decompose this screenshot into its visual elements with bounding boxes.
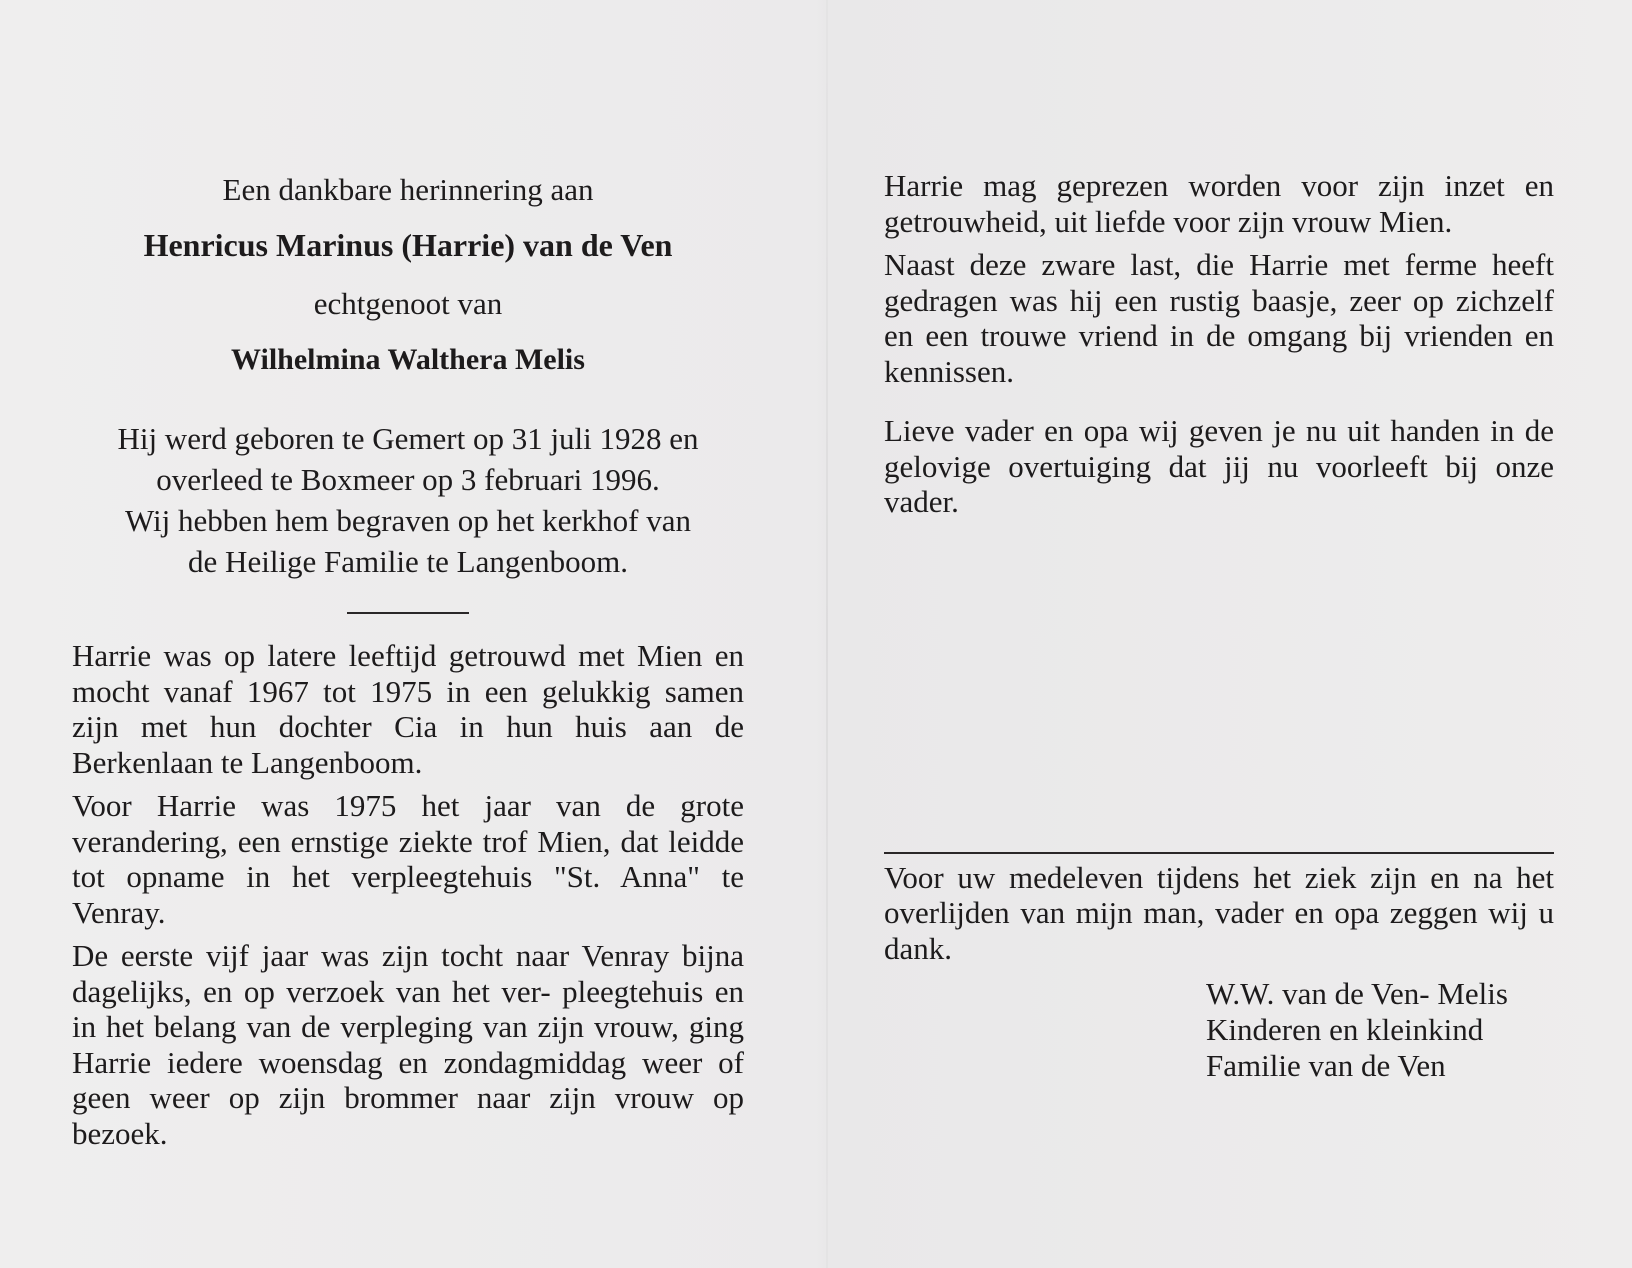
left-page [72, 160, 744, 1159]
death-line: overleed te Boxmeer op 3 februari 1996. [156, 462, 660, 497]
spouse-label: echtgenoot van [313, 286, 503, 321]
deceased-name: Henricus Marinus (Harrie) van de Ven [143, 227, 673, 263]
biography-paragraph-2: Voor Harrie was 1975 het jaar van de grote verandering, een ernstige ziekte trof Mien, dat leidde tot opname in het verpleegtehuis "St. Anna" te Venray. [72, 788, 744, 930]
signature-line-2: Kinderen en kleinkind [1206, 1012, 1484, 1047]
section-divider [347, 612, 469, 614]
thanks-paragraph: Voor uw medeleven tijdens het ziek zijn en na het overlijden van mijn man, vader en opa zeggen wij u dank. [884, 859, 1554, 966]
signature-line-3: Familie van de Ven [1206, 1048, 1446, 1083]
signature-block [1206, 976, 1554, 1084]
biography-paragraph-1: Harrie was op latere leeftijd getrouwd met Mien en mocht vanaf 1967 tot 1975 in een gelukkig samen zijn met hun dochter Cia in hun huis aan de Berkenlaan te Langenboom. [72, 638, 744, 780]
intro-text: Een dankbare herinnering aan [222, 172, 594, 207]
center-fold [826, 0, 828, 1268]
farewell-paragraph: Lieve vader en opa wij geven je nu uit handen in de gelovige overtuiging dat jij nu voorleeft bij onze vader. [884, 413, 1554, 519]
birth-line: Hij werd geboren te Gemert op 31 juli 1928 en [117, 421, 699, 456]
birth-death-block [72, 418, 744, 582]
tribute-paragraph-1: Harrie mag geprezen worden voor zijn inzet en getrouwheid, uit liefde voor zijn vrouw Mien. [884, 168, 1554, 239]
burial-line: Wij hebben hem begraven op het kerkhof van [124, 503, 692, 538]
spouse-name: Wilhelmina Walthera Melis [231, 343, 585, 376]
right-page [884, 168, 1554, 1084]
thanks-divider [884, 852, 1554, 854]
biography-paragraph-3: De eerste vijf jaar was zijn tocht naar Venray bijna dagelijks, en op verzoek van het ver- pleegtehuis en in het belang van de verpleging van zijn vrouw, ging Harrie iedere woensdag en zondagmiddag weer of geen weer op zijn brommer naar zijn vrouw op bezoek. [72, 938, 744, 1151]
burial-place-line: de Heilige Familie te Langenboom. [188, 544, 628, 579]
signature-line-1: W.W. van de Ven- Melis [1206, 976, 1508, 1011]
tribute-paragraph-2: Naast deze zware last, die Harrie met ferme heeft gedragen was hij een rustig baasje, zeer op zichzelf en een trouwe vriend in de omgang bij vrienden en kennissen. [884, 247, 1554, 389]
